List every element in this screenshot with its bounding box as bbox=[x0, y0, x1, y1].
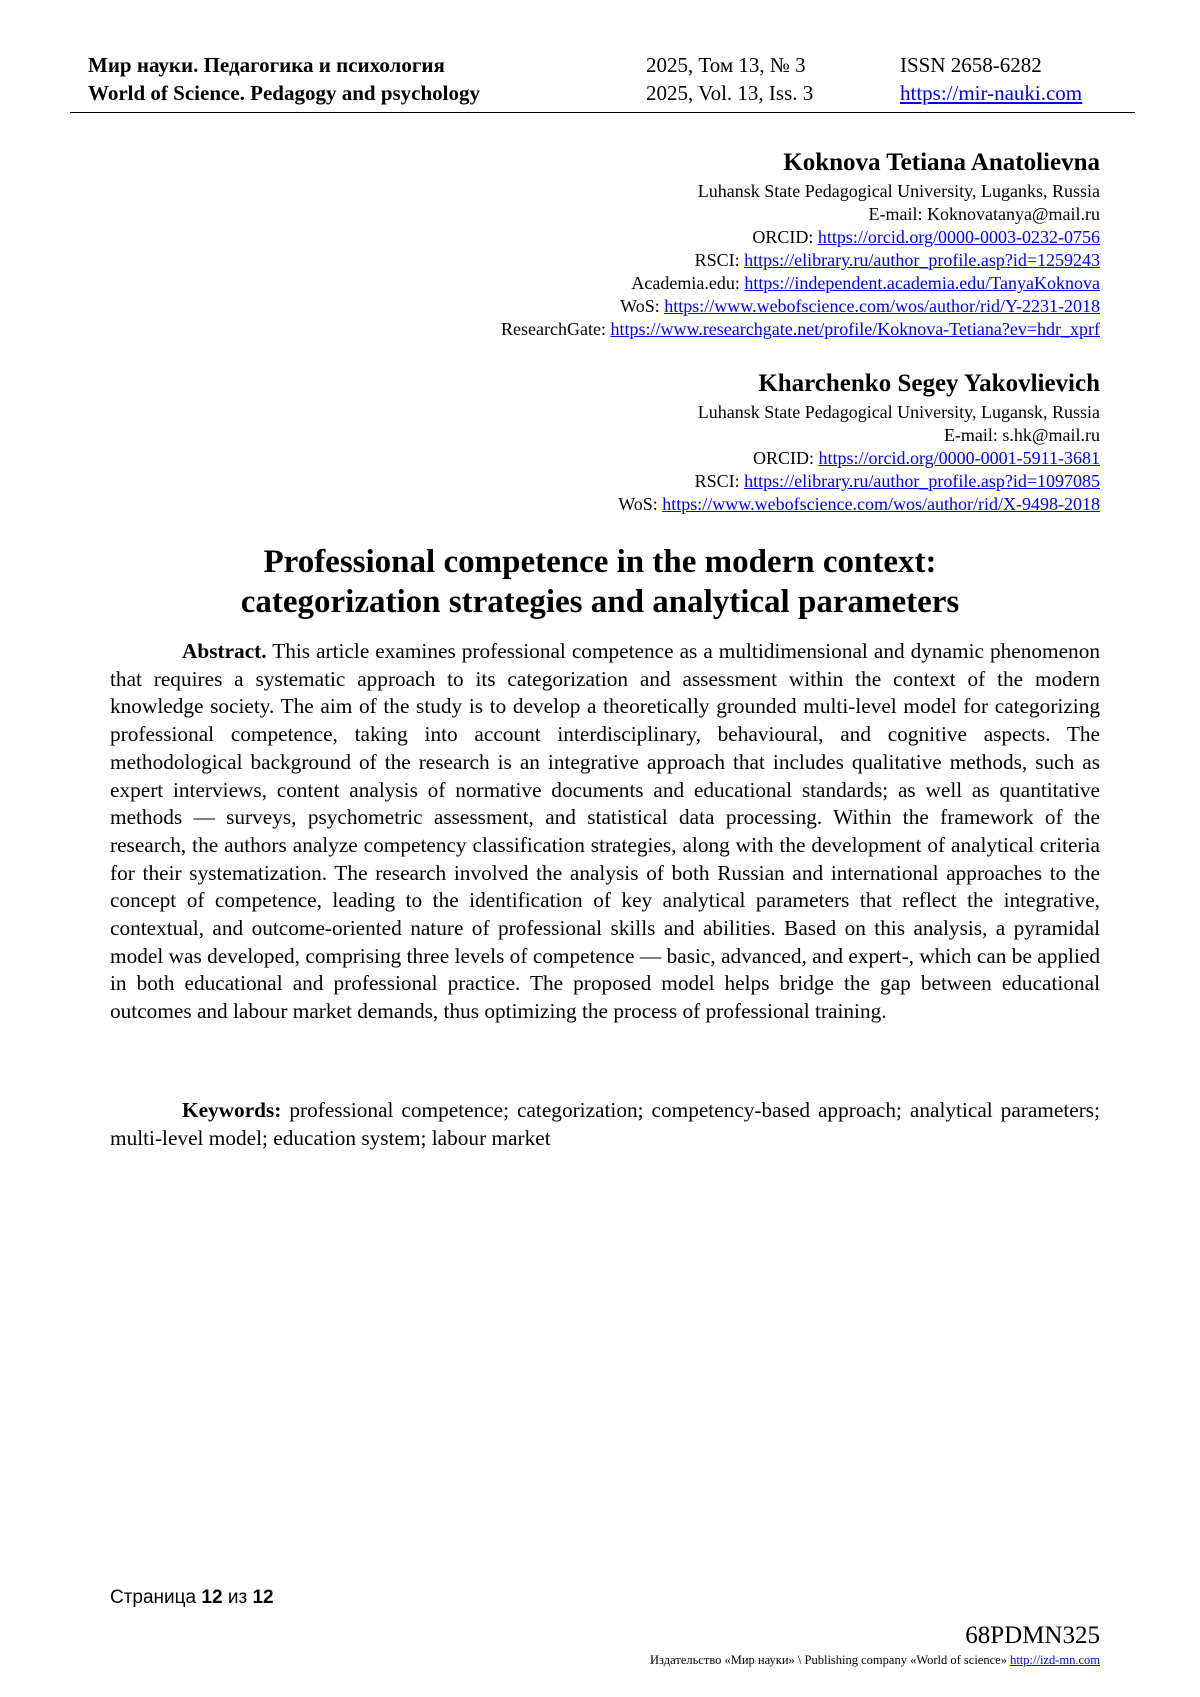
page-prefix: Страница bbox=[110, 1587, 197, 1608]
header-row-ru bbox=[88, 53, 1128, 81]
email-label: E-mail: bbox=[943, 425, 998, 445]
link-label: Academia.edu: bbox=[631, 273, 740, 293]
publisher-line bbox=[650, 1653, 1100, 1668]
keywords-label: Keywords: bbox=[182, 1098, 282, 1122]
wos-line bbox=[501, 295, 1100, 318]
title-line-2: categorization strategies and analytical parameters bbox=[240, 584, 960, 620]
issue-en: 2025, Vol. 13, Iss. 3 bbox=[646, 81, 814, 105]
author-email-line bbox=[618, 424, 1100, 447]
abstract bbox=[110, 638, 1100, 1026]
author-name: Kharchenko Segey Yakovlievich bbox=[758, 370, 1100, 397]
link-label: ORCID: bbox=[752, 227, 814, 247]
author-affiliation: Luhansk State Pedagogical University, Lugansk, Russia bbox=[697, 402, 1100, 422]
author-affiliation: Luhansk State Pedagogical University, Luganks, Russia bbox=[697, 181, 1100, 201]
rsci-link[interactable]: https://elibrary.ru/author_profile.asp?id=1097085 bbox=[744, 471, 1100, 491]
abstract-label: Abstract. bbox=[182, 639, 267, 663]
journal-title-ru: Мир науки. Педагогика и психология bbox=[88, 53, 445, 77]
issue-ru: 2025, Том 13, № 3 bbox=[646, 53, 806, 77]
article-title bbox=[100, 542, 1100, 622]
link-label: WoS: bbox=[620, 296, 660, 316]
header-row-en bbox=[88, 81, 1128, 109]
rsci-line bbox=[501, 249, 1100, 272]
link-label: RSCI: bbox=[694, 471, 740, 491]
researchgate-link[interactable]: https://www.researchgate.net/profile/Koknova-Tetiana?ev=hdr_xprf bbox=[610, 319, 1100, 339]
academia-line bbox=[501, 272, 1100, 295]
orcid-link[interactable]: https://orcid.org/0000-0001-5911-3681 bbox=[818, 448, 1100, 468]
keywords bbox=[110, 1097, 1100, 1152]
researchgate-line bbox=[501, 318, 1100, 341]
email-label: E-mail: bbox=[868, 204, 923, 224]
link-label: WoS: bbox=[618, 494, 658, 514]
wos-line bbox=[618, 493, 1100, 516]
rsci-link[interactable]: https://elibrary.ru/author_profile.asp?id=1259243 bbox=[744, 250, 1100, 270]
orcid-link[interactable]: https://orcid.org/0000-0003-0232-0756 bbox=[817, 227, 1100, 247]
abstract-text: This article examines professional competence as a multidimensional and dynamic phenomenon that requires a systematic approach to its categorization and assessment within the context of the modern knowledge society. The aim of the study is to develop a theoretically grounded multi-level model for categorizing professional competence, taking into account interdisciplinary, behavioural, and cognitive aspects. The methodological background of the research is an integrative approach that includes qualitative methods, such as expert interviews, content analysis of normative documents and educational standards; as well as quantitative methods — surveys, psychometric assessment, and statistical data processing. Within the framework of the research, the authors analyze competency classification strategies, along with the development of analytical criteria for their systematization. The research involved the analysis of both Russian and international approaches to the concept of competence, leading to the identification of key analytical parameters that reflect the integrative, contextual, and outcome-oriented nature of professional skills and abilities. Based on this analysis, a pyramidal model was developed, comprising three levels of competence — basic, advanced, and expert-, which can be applied in both educational and professional practice. The proposed model helps bridge the gap between educational outcomes and labour market demands, thus optimizing the process of professional training. bbox=[110, 639, 1100, 1024]
author-block-2 bbox=[618, 367, 1100, 516]
academia-link[interactable]: https://independent.academia.edu/TanyaKoknova bbox=[744, 273, 1100, 293]
author-email-line bbox=[501, 203, 1100, 226]
author-name: Koknova Tetiana Anatolievna bbox=[783, 149, 1100, 176]
page-current: 12 bbox=[201, 1587, 223, 1608]
publisher-link[interactable]: http://izd-mn.com bbox=[1010, 1653, 1100, 1667]
link-label: ResearchGate: bbox=[501, 319, 606, 339]
journal-header bbox=[70, 50, 1135, 113]
rsci-line bbox=[618, 470, 1100, 493]
keywords-text: professional competence; categorization; competency-based approach; analytical parameters; multi-level model; education system; labour market bbox=[110, 1098, 1100, 1150]
author-block-1 bbox=[501, 146, 1100, 341]
author-email: Koknovatanya@mail.ru bbox=[926, 204, 1100, 224]
page-number bbox=[110, 1587, 274, 1609]
journal-site-link[interactable]: https://mir-nauki.com bbox=[900, 81, 1083, 105]
page-total: 12 bbox=[252, 1587, 274, 1608]
page-sep: из bbox=[227, 1587, 248, 1608]
wos-link[interactable]: https://www.webofscience.com/wos/author/rid/X-9498-2018 bbox=[662, 494, 1100, 514]
issn: ISSN 2658-6282 bbox=[900, 53, 1042, 77]
wos-link[interactable]: https://www.webofscience.com/wos/author/rid/Y-2231-2018 bbox=[664, 296, 1100, 316]
orcid-line bbox=[618, 447, 1100, 470]
article-code: 68PDMN325 bbox=[965, 1622, 1100, 1649]
author-email: s.hk@mail.ru bbox=[1002, 425, 1100, 445]
title-line-1: Professional competence in the modern context: bbox=[263, 544, 937, 580]
publisher-text: Издательство «Мир науки» \ Publishing company «World of science» bbox=[650, 1653, 1007, 1667]
journal-title-en: World of Science. Pedagogy and psychology bbox=[88, 81, 481, 105]
orcid-line bbox=[501, 226, 1100, 249]
link-label: ORCID: bbox=[753, 448, 815, 468]
link-label: RSCI: bbox=[694, 250, 740, 270]
